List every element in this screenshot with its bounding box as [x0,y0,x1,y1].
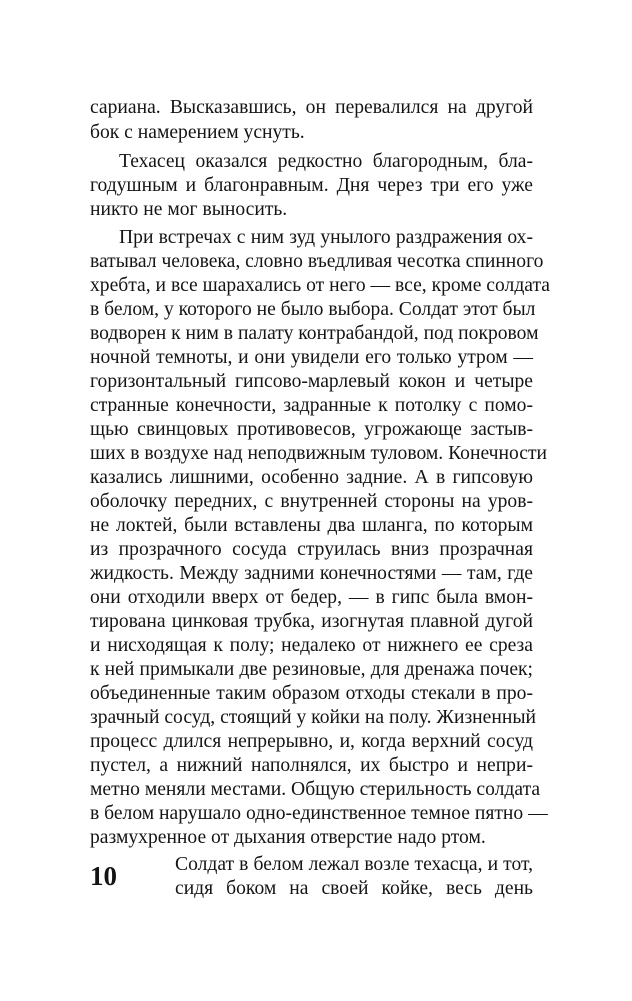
text-line: оболочку передних, с внутренней стороны на уров- [90,491,533,512]
text-line: процесс длился непрерывно, и, когда верхний сосуд [90,731,533,752]
page-number: 10 [90,861,117,891]
text-line: тирована цинковая трубка, изогнутая плавной дугой [90,611,533,632]
text-line: водворен к ним в палату контрабандой, под покровом [90,323,539,344]
text-line: размухренное от дыхания отверстие надо ртом. [90,827,486,848]
text-line: хребта, и все шарахались от него — все, кроме солдата [90,275,550,296]
text-line: из прозрачного сосуда струилась вниз прозрачная [90,539,533,560]
text-line: При встречах с ним зуд унылого раздражения ох- [119,227,533,248]
text-line: казались лишними, особенно задние. А в гипсовую [90,467,533,488]
text-line: сидя боком на своей койке, весь день [175,878,533,899]
text-line: жидкость. Между задними конечностями — там, где [90,563,533,584]
text-line: в белом, у которого не было выбора. Солдат этот был [90,299,536,320]
text-line: горизонтальный гипсово-марлевый кокон и четыре [90,371,533,392]
text-line: к ней примыкали две резиновые, для дренажа почек; [90,659,533,680]
text-line: и нисходящая к полу; недалеко от нижнего ее среза [90,635,533,656]
text-line: метно меняли местами. Общую стерильность солдата [90,779,541,800]
text-line: странные конечности, задранные к потолку с помо- [90,395,533,416]
text-line: Солдат в белом лежал возле техасца, и тот, [175,854,533,875]
text-line: никто не мог выносить. [90,199,288,220]
text-line: объединенные таким образом отходы стекали в про- [90,683,533,704]
text-line: годушным и благонравным. Дня через три его уже [90,175,533,196]
text-line: Техасец оказался редкостно благородным, бла- [119,151,533,172]
text-line: ночной темноты, и они увидели его только утром — [90,347,533,368]
text-line: бок с намерением уснуть. [90,122,305,143]
text-line: щью свинцовых противовесов, угрожающе застыв- [90,419,533,440]
text-line: в белом нарушало одно-единственное темное пятно — [90,803,548,824]
text-line: ших в воздухе над неподвижным туловом. Конечности [90,443,548,464]
text-line: сариана. Высказавшись, он перевалился на другой [90,97,533,118]
text-line: не локтей, были вставлены два шланга, по которым [90,515,533,536]
text-line: зрачный сосуд, стоящий у койки на полу. Жизненный [90,707,536,728]
text-line: они отходили вверх от бедер, — в гипс была вмон- [90,587,533,608]
text-line: ватывал человека, словно въедливая чесотка спинного [90,251,544,272]
text-line: пустел, а нижний наполнялся, их быстро и непри- [90,755,533,776]
